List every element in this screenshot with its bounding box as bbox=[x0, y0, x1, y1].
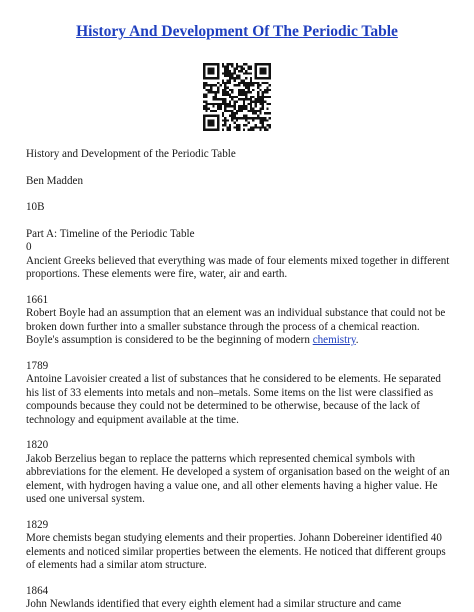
qr-code-icon bbox=[203, 63, 271, 131]
timeline-year: 1661 bbox=[26, 293, 49, 306]
timeline-year: 1864 bbox=[26, 584, 49, 597]
timeline-year: 1789 bbox=[26, 359, 49, 372]
page-title-link[interactable]: History And Development Of The Periodic Table bbox=[76, 23, 398, 40]
timeline-text bbox=[26, 307, 450, 348]
section-heading: Part A: Timeline of the Periodic Table bbox=[26, 227, 195, 240]
author-name: Ben Madden bbox=[26, 174, 83, 187]
timeline-year: 1820 bbox=[26, 439, 49, 451]
timeline-text: Antoine Lavoisier created a list of substances that he considered to be elements. He separated his list of 33 elements into metals and non–metals. Some items on the list were classified as compounds because they could not be determined to be otherwise, because of the lack of technology and equipment available at the time. bbox=[26, 373, 441, 426]
timeline-text: John Newlands identified that every eighth element had a similar structure and came bbox=[26, 598, 402, 610]
timeline-text: Jakob Berzelius began to replace the patterns which represented chemical symbols with abbreviations for the element. He developed a system of organisation based on the weight of an element, with hydrogen having a value one, and all other elements having a higher value. He used one universal system. bbox=[26, 452, 450, 505]
class-label: 10B bbox=[26, 201, 45, 213]
document-heading: History and Development of the Periodic Table bbox=[26, 148, 236, 160]
timeline-text-after-link: . bbox=[355, 334, 359, 346]
document-body bbox=[26, 148, 450, 612]
timeline-text: More chemists began studying elements and their properties. Johann Dobereiner identified 40 elements and noticed similar properties between the elements. He noticed that different groups of elements had a similar atom structure. bbox=[26, 532, 446, 571]
timeline-text: Ancient Greeks believed that everything was made of four elements mixed together in different proportions. These elements were fire, water, air and earth. bbox=[26, 254, 450, 280]
timeline-year: 1829 bbox=[26, 518, 49, 531]
timeline-text-before-link: Robert Boyle had an assumption that an element was an individual substance that could not be broken down further into a smaller substance through the process of a chemical reaction. Boyle's assumption is considered to be the beginning of modern bbox=[26, 307, 446, 346]
timeline-year: 0 bbox=[26, 241, 32, 253]
chemistry-link[interactable]: chemistry bbox=[312, 334, 356, 346]
